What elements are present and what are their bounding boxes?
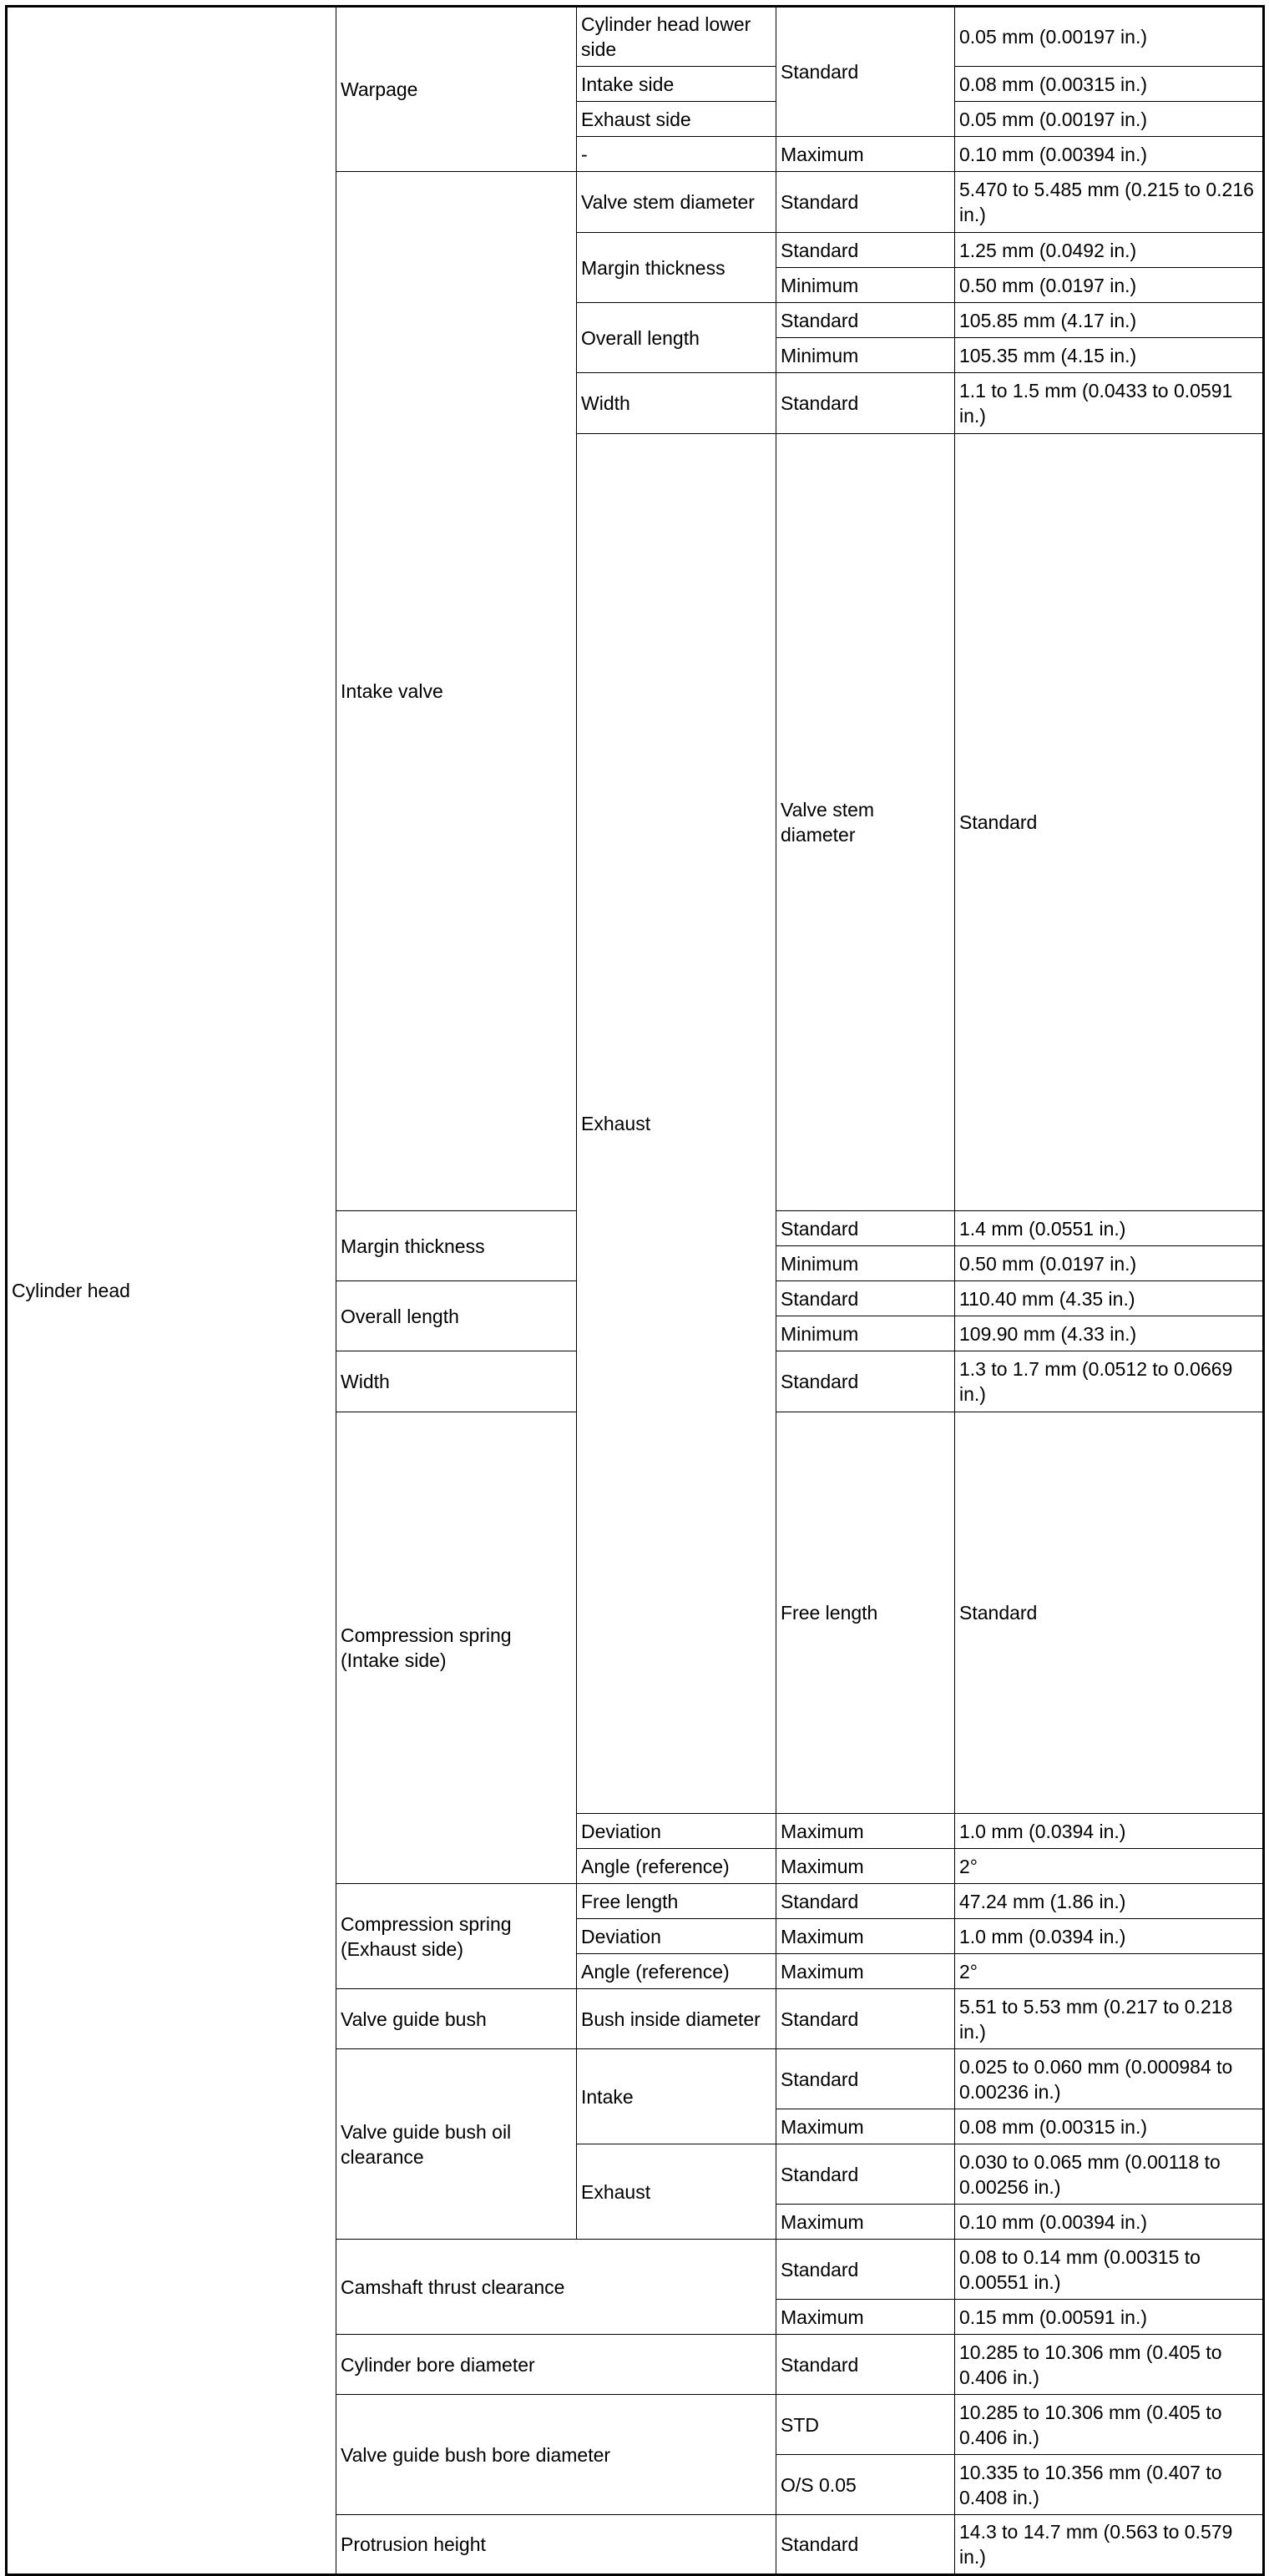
condition-cell: Standard [776, 7, 955, 137]
subitem-cell: Margin thickness [336, 1211, 577, 1281]
subitem-cell: Intake [577, 2049, 776, 2144]
category-cell: Cylinder head [7, 7, 336, 2575]
subitem-cell: Deviation [577, 1814, 776, 1849]
subitem-cell: Valve stem diameter [776, 434, 955, 1211]
condition-cell: Maximum [776, 1919, 955, 1954]
value-cell: 2° [955, 1849, 1264, 1884]
condition-cell: Maximum [776, 137, 955, 172]
subitem-cell: Width [577, 373, 776, 434]
subitem-cell: Angle (reference) [577, 1849, 776, 1884]
item-cell: Camshaft thrust clearance [336, 2240, 776, 2335]
condition-cell: Minimum [776, 1316, 955, 1351]
value-cell: 105.35 mm (4.15 in.) [955, 338, 1264, 373]
value-cell: 5.51 to 5.53 mm (0.217 to 0.218 in.) [955, 1989, 1264, 2049]
item-cell: Protrusion height [336, 2515, 776, 2575]
value-cell: 0.025 to 0.060 mm (0.000984 to 0.00236 in.) [955, 2049, 1264, 2109]
condition-cell: Minimum [776, 338, 955, 373]
condition-cell: Standard [776, 2049, 955, 2109]
condition-cell: Maximum [776, 1954, 955, 1989]
value-cell: 0.50 mm (0.0197 in.) [955, 1246, 1264, 1281]
value-cell: 10.285 to 10.306 mm (0.405 to 0.406 in.) [955, 2395, 1264, 2455]
condition-cell: Standard [776, 2144, 955, 2205]
condition-cell: Maximum [776, 1849, 955, 1884]
subitem-cell: - [577, 137, 776, 172]
value-cell: 1.0 mm (0.0394 in.) [955, 1919, 1264, 1954]
item-cell: Cylinder bore diameter [336, 2335, 776, 2395]
condition-cell: Standard [776, 2515, 955, 2575]
value-cell: 2° [955, 1954, 1264, 1989]
condition-cell: Standard [776, 1351, 955, 1412]
subitem-cell: Free length [577, 1884, 776, 1919]
subitem-cell: Cylinder head lower side [577, 7, 776, 67]
condition-cell: Standard [776, 1211, 955, 1246]
condition-cell: Standard [776, 2335, 955, 2395]
value-cell: 0.10 mm (0.00394 in.) [955, 137, 1264, 172]
value-cell: 0.08 mm (0.00315 in.) [955, 67, 1264, 102]
subitem-cell: Deviation [577, 1919, 776, 1954]
condition-cell: Standard [776, 172, 955, 233]
condition-cell: Standard [955, 1412, 1264, 1814]
value-cell: 10.285 to 10.306 mm (0.405 to 0.406 in.) [955, 2335, 1264, 2395]
condition-cell: Maximum [776, 2300, 955, 2335]
value-cell: 5.470 to 5.485 mm (0.215 to 0.216 in.) [955, 172, 1264, 233]
subitem-cell: Width [336, 1351, 577, 1412]
value-cell: 1.25 mm (0.0492 in.) [955, 233, 1264, 268]
value-cell: 47.24 mm (1.86 in.) [955, 1884, 1264, 1919]
subitem-cell: Angle (reference) [577, 1954, 776, 1989]
condition-cell: Maximum [776, 1814, 955, 1849]
condition-cell: Standard [776, 1989, 955, 2049]
item-cell: Intake valve [336, 172, 577, 1211]
table-row [7, 7, 1264, 67]
spec-table [5, 5, 1265, 2576]
item-cell: Exhaust [577, 434, 776, 1814]
value-cell: 1.3 to 1.7 mm (0.0512 to 0.0669 in.) [955, 1351, 1264, 1412]
subitem-cell: Overall length [336, 1281, 577, 1351]
item-cell: Warpage [336, 7, 577, 172]
condition-cell: Standard [776, 233, 955, 268]
value-cell: 14.3 to 14.7 mm (0.563 to 0.579 in.) [955, 2515, 1264, 2575]
condition-cell: O/S 0.05 [776, 2455, 955, 2515]
condition-cell: Standard [776, 373, 955, 434]
condition-cell: Minimum [776, 268, 955, 303]
subitem-cell: Bush inside diameter [577, 1989, 776, 2049]
value-cell: 105.85 mm (4.17 in.) [955, 303, 1264, 338]
item-cell: Valve guide bush oil clearance [336, 2049, 577, 2240]
condition-cell: Standard [776, 1281, 955, 1316]
subitem-cell: Exhaust side [577, 102, 776, 137]
value-cell: 1.1 to 1.5 mm (0.0433 to 0.0591 in.) [955, 373, 1264, 434]
value-cell: 0.08 mm (0.00315 in.) [955, 2109, 1264, 2144]
value-cell: 10.335 to 10.356 mm (0.407 to 0.408 in.) [955, 2455, 1264, 2515]
value-cell: 109.90 mm (4.33 in.) [955, 1316, 1264, 1351]
value-cell: 0.08 to 0.14 mm (0.00315 to 0.00551 in.) [955, 2240, 1264, 2300]
value-cell: 0.15 mm (0.00591 in.) [955, 2300, 1264, 2335]
subitem-cell: Valve stem diameter [577, 172, 776, 233]
value-cell: 1.0 mm (0.0394 in.) [955, 1814, 1264, 1849]
value-cell: 0.50 mm (0.0197 in.) [955, 268, 1264, 303]
value-cell: 0.030 to 0.065 mm (0.00118 to 0.00256 in.) [955, 2144, 1264, 2205]
condition-cell: Standard [776, 303, 955, 338]
value-cell: 0.10 mm (0.00394 in.) [955, 2205, 1264, 2240]
subitem-cell: Exhaust [577, 2144, 776, 2240]
condition-cell: Standard [955, 434, 1264, 1211]
value-cell: 1.4 mm (0.0551 in.) [955, 1211, 1264, 1246]
subitem-cell: Intake side [577, 67, 776, 102]
condition-cell: STD [776, 2395, 955, 2455]
value-cell: 110.40 mm (4.35 in.) [955, 1281, 1264, 1316]
condition-cell: Minimum [776, 1246, 955, 1281]
item-cell: Compression spring (Intake side) [336, 1412, 577, 1884]
item-cell: Valve guide bush [336, 1989, 577, 2049]
value-cell: 0.05 mm (0.00197 in.) [955, 7, 1264, 67]
value-cell: 0.05 mm (0.00197 in.) [955, 102, 1264, 137]
condition-cell: Standard [776, 1884, 955, 1919]
subitem-cell: Overall length [577, 303, 776, 373]
item-cell: Valve guide bush bore diameter [336, 2395, 776, 2515]
condition-cell: Maximum [776, 2205, 955, 2240]
item-cell: Compression spring (Exhaust side) [336, 1884, 577, 1989]
subitem-cell: Free length [776, 1412, 955, 1814]
condition-cell: Maximum [776, 2109, 955, 2144]
subitem-cell: Margin thickness [577, 233, 776, 303]
condition-cell: Standard [776, 2240, 955, 2300]
